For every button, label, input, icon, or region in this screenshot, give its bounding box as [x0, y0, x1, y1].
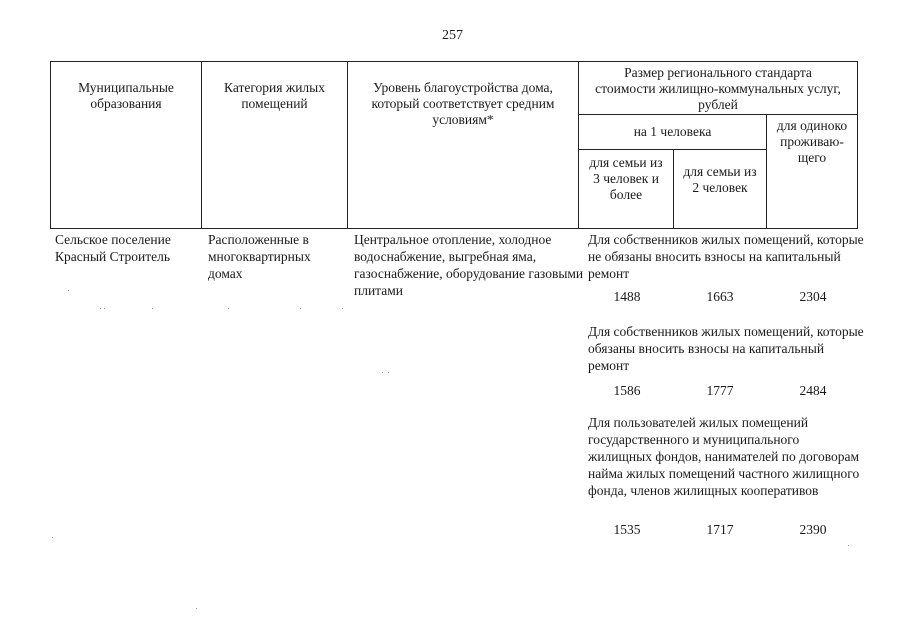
scan-speck: [228, 308, 229, 309]
row-municipal: Сельское поселение Красный Строитель: [55, 232, 171, 264]
row-level: Центральное отопление, холодное водоснабжение, выгребная яма, газоснабжение, оборудование газовыми плитами: [354, 232, 584, 298]
group-2-value-family2: 1777: [706, 383, 734, 398]
group-2-value-single: 2484: [799, 383, 827, 398]
page-number: 257: [442, 28, 463, 43]
header-category-text: Категория жилых помещений: [224, 80, 325, 111]
group-1-value-family2: 1663: [706, 289, 734, 304]
header-per-person-text: на 1 человека: [633, 124, 712, 139]
header-family3: [578, 149, 674, 229]
header-single-text: для одиноко проживаю-щего: [776, 118, 848, 165]
scan-speck: [68, 290, 69, 291]
header-family2-text: для семьи из 2 человек: [683, 164, 757, 195]
header-single: [766, 114, 858, 229]
scan-speck: [388, 372, 389, 373]
header-standard-text: Размер регионального стандарта стоимости жилищно-коммунальных услуг, рублей: [595, 65, 841, 112]
header-category: [201, 61, 348, 229]
group-3-value-family3: 1535: [613, 522, 641, 537]
scan-speck: [152, 308, 153, 309]
scan-speck: [848, 545, 849, 546]
group-2-label: Для собственников жилых помещений, которые обязаны вносить взносы на капитальный ремонт: [588, 324, 864, 373]
scan-speck: [382, 372, 383, 373]
scan-speck: [52, 537, 53, 538]
group-1-value-family3: 1488: [613, 289, 641, 304]
header-family3-text: для семьи из 3 человек и более: [589, 155, 663, 202]
group-3-label: Для пользователей жилых помещений государственного и муниципального жилищных фондов, нанимателей по договорам найма жилых помещений частного жилищного фонда, членов жилищных кооперативов: [588, 415, 860, 498]
header-level-text: Уровень благоустройства дома, который соответствует средним условиям*: [371, 80, 555, 127]
row-category: Расположенные в многоквартирных домах: [208, 232, 311, 281]
header-per-person: [578, 114, 767, 150]
group-3-value-family2: 1717: [706, 522, 734, 537]
scan-speck: [100, 308, 101, 309]
group-1-label: Для собственников жилых помещений, которые не обязаны вносить взносы на капитальный ремонт: [588, 232, 864, 281]
scan-speck: [300, 308, 301, 309]
header-municipal: [50, 61, 202, 229]
header-standard: [578, 61, 858, 115]
group-1-value-single: 2304: [799, 289, 827, 304]
scan-speck: [196, 608, 197, 609]
header-municipal-text: Муниципальные образования: [78, 80, 174, 111]
group-2-value-family3: 1586: [613, 383, 641, 398]
scan-speck: [342, 308, 343, 309]
scan-speck: [104, 308, 105, 309]
header-level: [347, 61, 579, 229]
group-3-value-single: 2390: [799, 522, 827, 537]
header-family2: [673, 149, 767, 229]
